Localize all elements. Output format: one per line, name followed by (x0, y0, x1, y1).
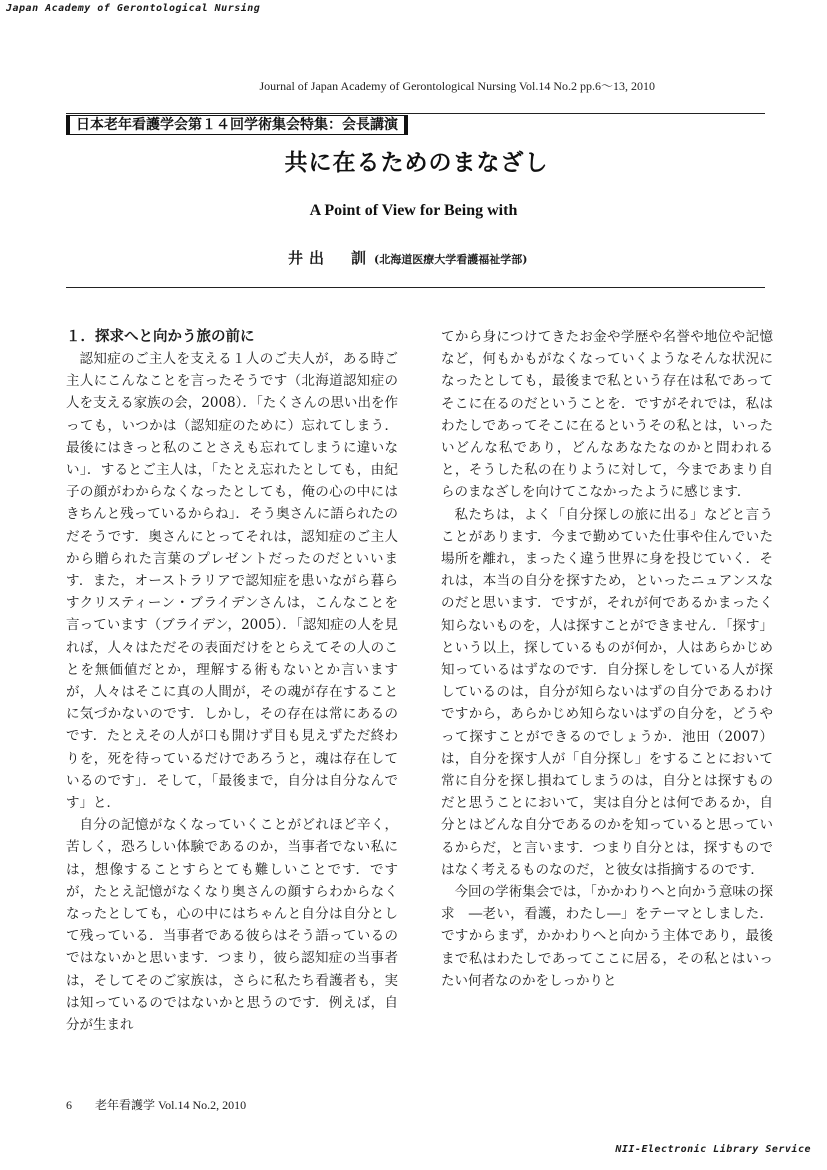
body-column-right (441, 326, 773, 992)
author-line (288, 247, 527, 268)
section-heading: １．探求へと向かう旅の前に (66, 329, 255, 345)
service-footer: NII-Electronic Library Service (615, 1144, 811, 1155)
journal-citation: Journal of Japan Academy of Gerontological Nursing Vol.14 No.2 pp.6～13, 2010 (259, 79, 655, 93)
label-bar-right (404, 115, 408, 135)
author-name: 井出 訓 (288, 249, 373, 267)
paragraph: 認知症のご主人を支える１人のご夫人が，ある時ご主人にこんなことを言ったそうです（北海道認知症の人を支える家族の会，2008）．「たくさんの思い出を作っても，いつかは（認知症のために）忘れてしまう．最後にはきっと私のことさえも忘れてしまうに違いない」．するとご主人は，「たとえ忘れたとしても，由紀子の顔がわからなくなったとしても，俺の心の中にはきちんと残っているからね」．そう奥さんに語られたのだそうです．奥さんにとってそれは，認知症のご主人から贈られた言葉のプレゼントだったのだといいます．また，オーストラリアで認知症を患いながら暮らすクリスティーン・ブライデンさんは，こんなことを言っています（ブライデン，2005）．「認知症の人を見れば，人々はただその表面だけをとらえてその人のことを無価値だとか，理解する術もないとか言いますが，人々はそこに真の人間が，その魂が存在することに気づかないのです．しかし，その存在は常にあるのです．たとえその人が口も開けず目も見えずただ終わりを，死を待っているだけであろうと，魂は存在しているのです」．そして，「最後まで，自分は自分なんです」と． (66, 351, 398, 812)
page-footer (66, 1096, 246, 1113)
top-divider (66, 113, 765, 114)
body-column-left (66, 326, 398, 1036)
journal-issue: 老年看護学 Vol.14 No.2, 2010 (95, 1098, 247, 1112)
special-issue-label (66, 115, 408, 135)
paragraph: 自分の記憶がなくなっていくことがどれほど辛く，苦しく，恐ろしい体験であるのか，当事者でない私には，想像することすらとても難しいことです．ですが，たとえ記憶がなくなり奥さんの顔すらわからなくなったとしても，心の中にはちゃんと自分は自分として残っている．当事者である彼らはそう語っているのではないかと思います．つまり，彼ら認知症の当事者は，そしてそのご家族は，さらに私たち看護者も，実は知っているのではないかと思うのです．例えば，自分が生まれ (66, 817, 398, 1034)
paragraph: 今回の学術集会では，「かかわりへと向かう意味の探求 ―老い，看護，わたし―」をテーマとしました．ですからまず，かかわりへと向かう主体であり，最後まで私はわたしであってここに居る，その私とはいったい何者なのかをしっかりと (441, 884, 773, 989)
header-divider (66, 287, 765, 288)
special-issue-text: 日本老年看護学会第１４回学術集会特集：会長講演 (70, 115, 404, 135)
author-affiliation: (北海道医療大学看護福祉学部) (374, 253, 528, 266)
article-title-japanese: 共に在るためのまなざし (284, 150, 549, 176)
paragraph: てから身につけてきたお金や学歴や名誉や地位や記憶など，何もかもがなくなっていくようなそんな状況になったとしても，最後まで私という存在は私であってそこに在るのだということを．ですがそれでは，私はわたしであってそこに在るというその私とは，いったいどんな私であり，どんなあなたなのかと問われると，そうした私の在りように対して，今まであまり自らのまなざしを向けてこなかったように感じます． (441, 329, 773, 501)
article-title-english: A Point of View for Being with (309, 202, 518, 219)
page-number: 6 (66, 1098, 72, 1112)
watermark-header: Japan Academy of Gerontological Nursing (6, 3, 261, 14)
paragraph: 私たちは，よく「自分探しの旅に出る」などと言うことがあります．今まで勤めていた仕事や住んでいた場所を離れ，まったく違う世界に身を投じていく．それは，本当の自分を探すため，といったニュアンスなのだと思います．ですが，それが何であるかまったく知らないものを，人は探すことができません．「探す」という以上，探しているものが何か，人はあらかじめ知っているはずなのです．自分探しをしている人が探しているのは，自分が知らないはずの自分であるわけですから，あらかじめ知らないはずの自分を，どうやって探すことができるのでしょうか．池田（2007）は，自分を探す人が「自分探し」をすることにおいて常に自分を探し損ねてしまうのは，自分とは探すものだと思うことにおいて，実は自分とは何であるか，自分とはどんな自分であるのかを知っていると思っているからだ，と言います．つまり自分とは，探すものではなく考えるものなのだ，と彼女は指摘するのです． (441, 506, 773, 878)
